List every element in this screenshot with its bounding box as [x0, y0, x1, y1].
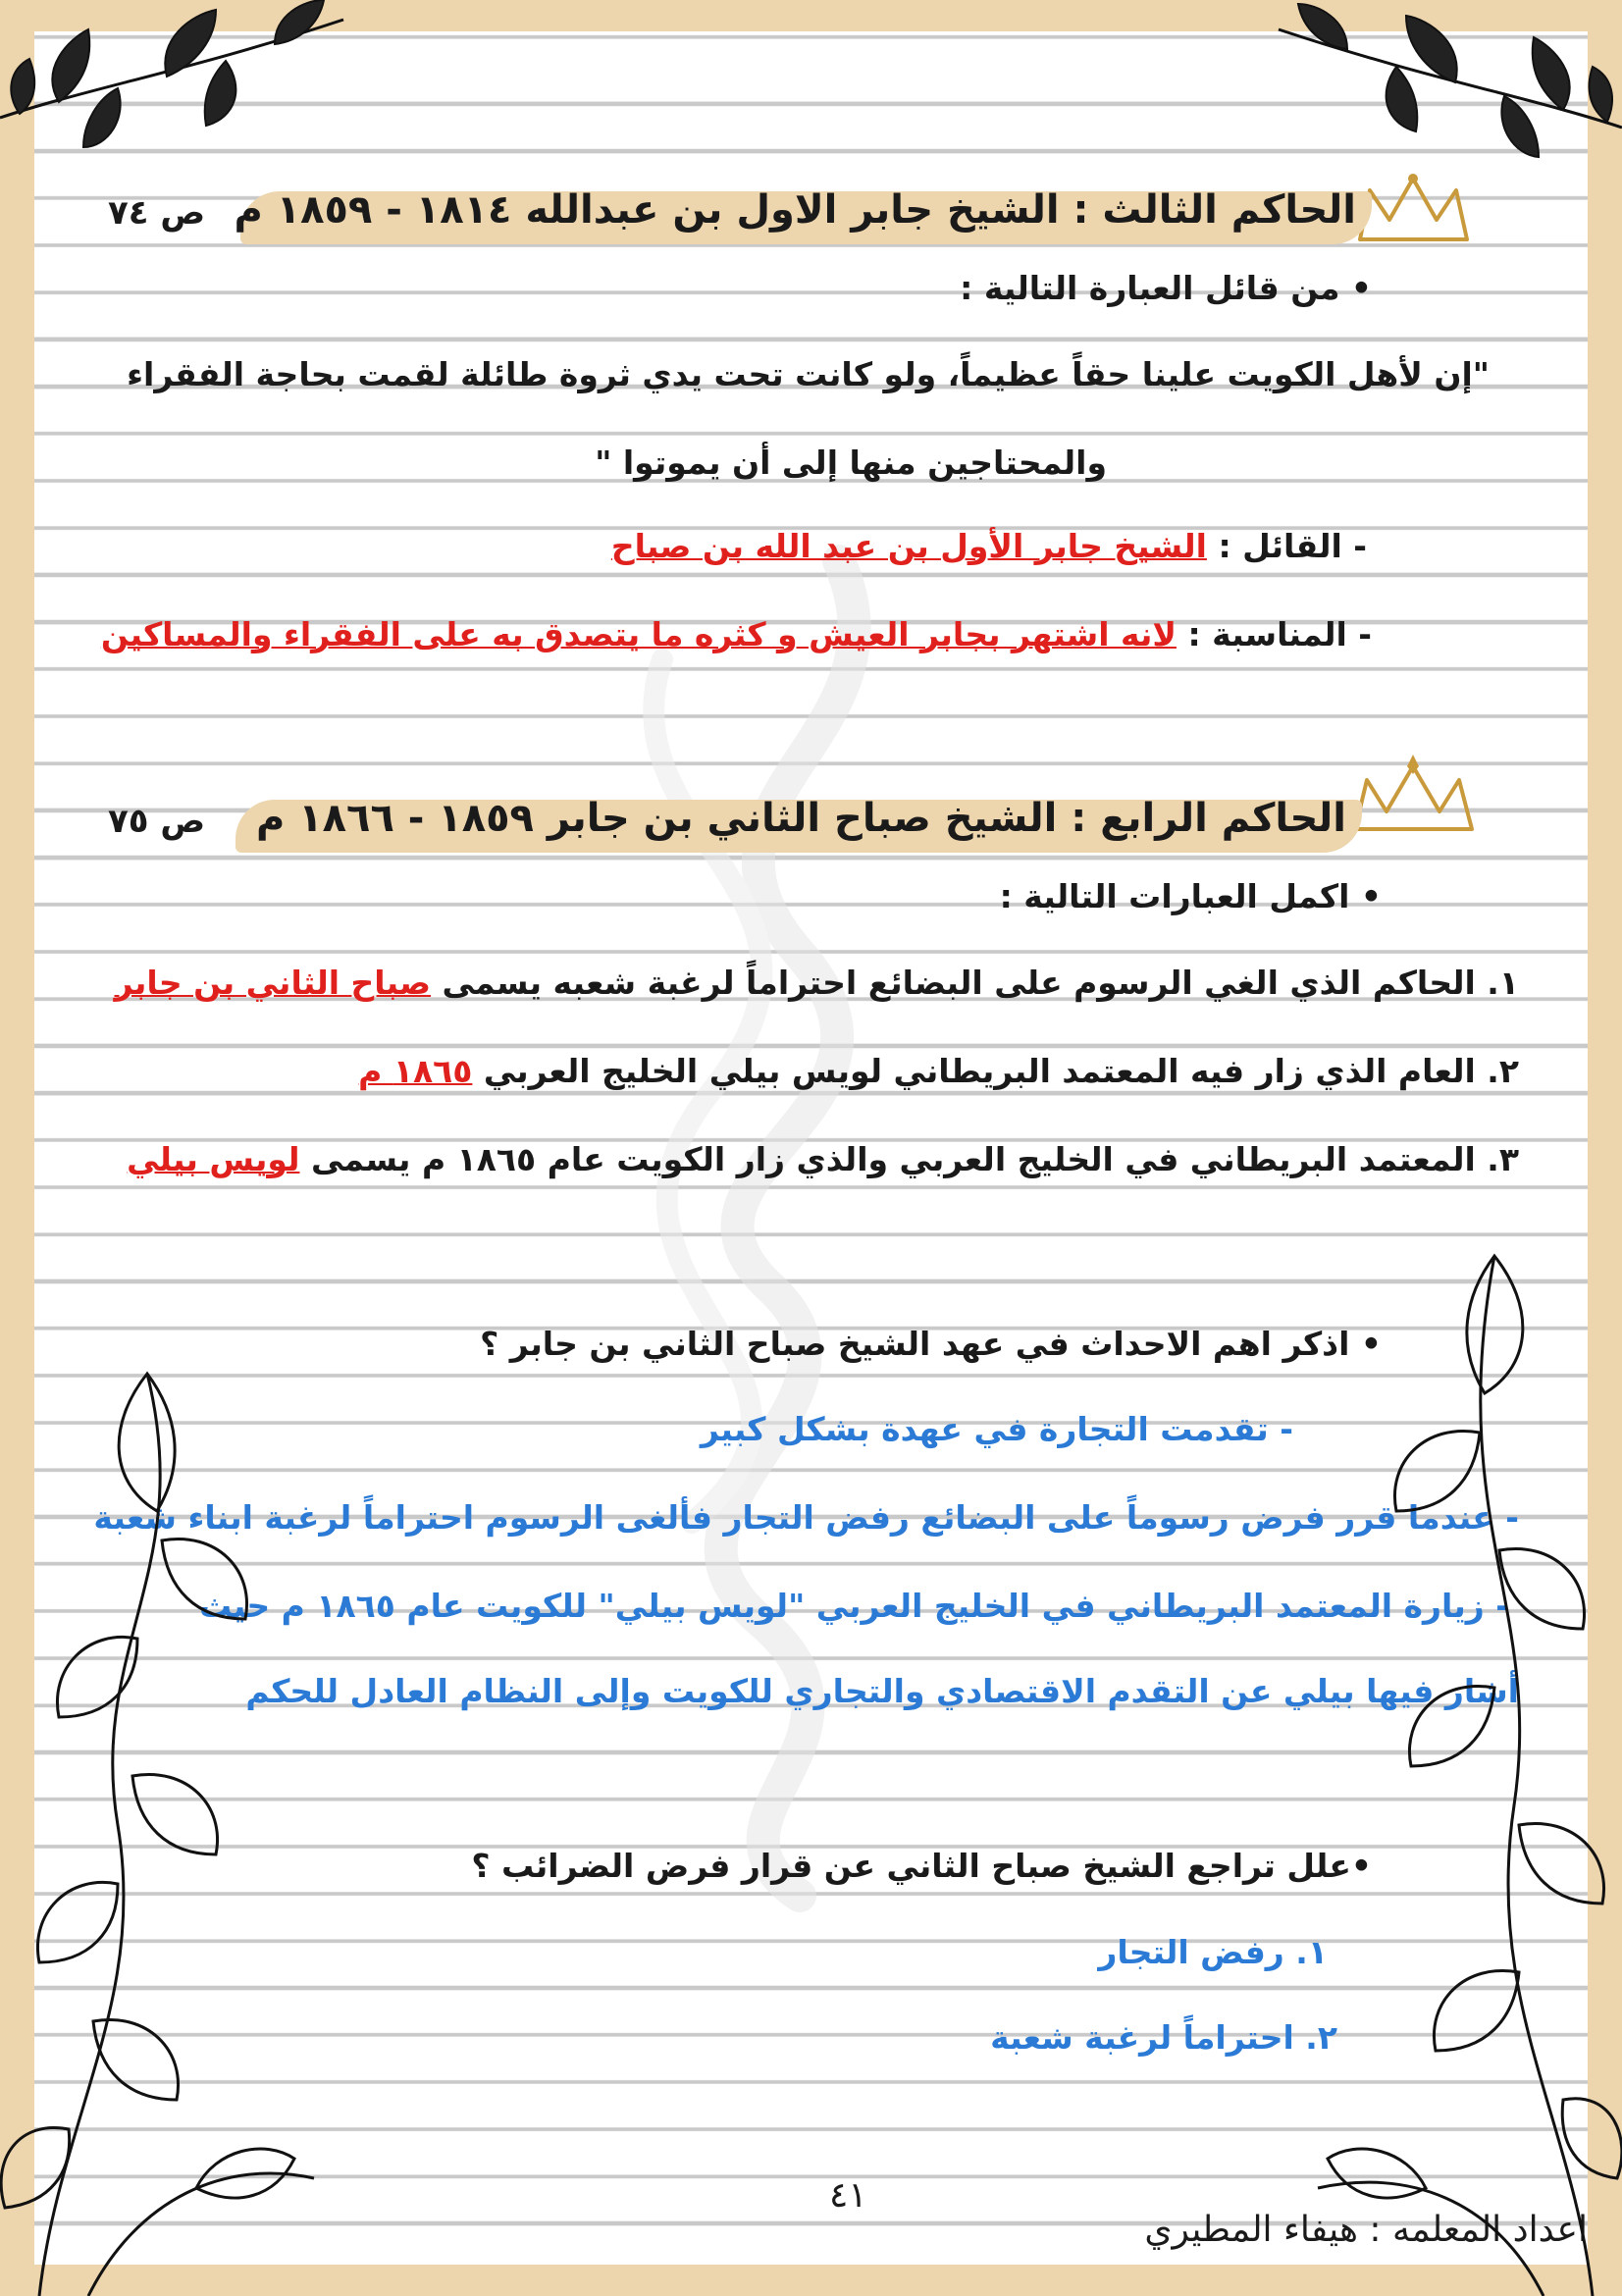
reason-answer-1: ١. رفض التجار — [1098, 1933, 1328, 1971]
fill-item-answer: ١٨٦٥ م — [358, 1052, 473, 1090]
section1-question: • من قائل العبارة التالية : — [960, 269, 1372, 307]
fill-item-text: ٣. المعتمد البريطاني في الخليج العربي والذي زار الكويت عام ١٨٦٥ م يسمى — [310, 1140, 1519, 1178]
event-answer-2: - عندما قرر فرض رسوماً على البضائع رفض التجار فألغى الرسوم احتراماً لرغبة ابناء شعبة — [93, 1498, 1519, 1537]
occasion-row — [34, 615, 1372, 653]
section1-heading — [234, 183, 1372, 252]
occasion-answer: لانه اشتهر بجابر العيش و كثره ما يتصدق به على الفقراء والمساكين — [100, 615, 1177, 653]
notebook-page — [34, 31, 1588, 2265]
fill-item-answer: صباح الثاني بن جابر — [114, 964, 432, 1002]
section1-page-ref: ص ٧٤ — [108, 193, 206, 233]
quote-line-1: "إن لأهل الكويت علينا حقاً عظيماً، ولو كانت تحت يدي ثروة طائلة لقمت بحاجة الفقراء — [127, 355, 1490, 393]
fill-item-1 — [34, 964, 1519, 1002]
speaker-label: - القائل : — [1218, 527, 1367, 565]
section2-title: الحاكم الرابع : الشيخ صباح الثاني بن جابر ١٨٥٩ - ١٨٦٦ م — [255, 796, 1346, 841]
fill-item-text: ٢. العام الذي زار فيه المعتمد البريطاني لويس بيلي الخليج العربي — [483, 1052, 1519, 1090]
fill-item-answer: لويس بيلي — [127, 1140, 300, 1178]
speaker-answer: الشيخ جابر الأول بن عبد الله بن صباح — [610, 527, 1207, 565]
event-answer-4: أشار فيها بيلي عن التقدم الاقتصادي والتجاري للكويت وإلى النظام العادل للحكم — [245, 1672, 1519, 1710]
page-number: ٤١ — [829, 2175, 867, 2216]
fill-item-3 — [34, 1140, 1519, 1178]
section2-heading — [235, 792, 1362, 861]
occasion-label: - المناسبة : — [1187, 615, 1372, 653]
author-credit: اعداد المعلمه : هيفاء المطيري — [1144, 2210, 1588, 2250]
events-question: • اذكر اهم الاحداث في عهد الشيخ صباح الثاني بن جابر ؟ — [480, 1325, 1382, 1363]
quote-line-2: والمحتاجين منها إلى أن يموتوا " — [595, 444, 1107, 482]
speaker-row — [34, 527, 1367, 565]
fill-item-text: ١. الحاكم الذي الغي الرسوم على البضائع احتراماً لرغبة شعبه يسمى — [442, 964, 1519, 1002]
event-answer-1: - تقدمت التجارة في عهدة بشكل كبير — [700, 1410, 1293, 1448]
section2-question: • اكمل العبارات التالية : — [999, 877, 1382, 915]
reason-answer-2: ٢. احتراماً لرغبة شعبة — [990, 2018, 1337, 2057]
section2-page-ref: ص ٧٥ — [108, 802, 206, 841]
fill-item-2 — [34, 1052, 1519, 1090]
crown-icon — [1347, 753, 1480, 841]
event-answer-3: - زيارة المعتمد البريطاني في الخليج العربي "لويس بيلي" للكويت عام ١٨٦٥ م حيث — [198, 1587, 1509, 1625]
reason-question: •علل تراجع الشيخ صباح الثاني عن قرار فرض الضرائب ؟ — [471, 1847, 1372, 1885]
section1-title: الحاكم الثالث : الشيخ جابر الاول بن عبدالله ١٨١٤ - ١٨٥٩ م — [234, 187, 1356, 233]
